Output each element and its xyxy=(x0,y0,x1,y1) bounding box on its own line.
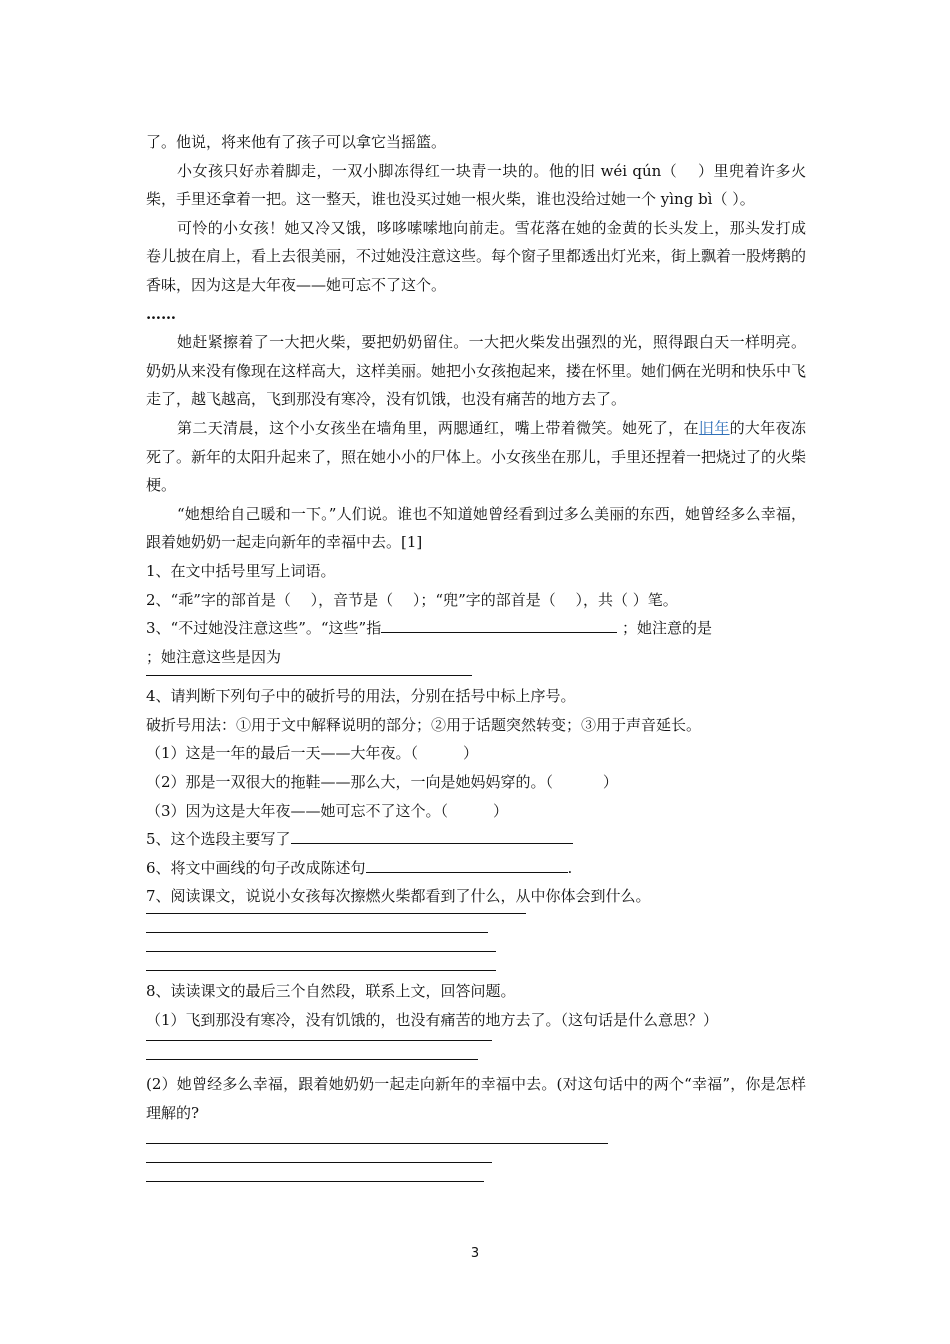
question-8-1: （1）飞到那没有寒冷，没有饥饿的，也没有痛苦的地方去了。（这句话是什么意思？） xyxy=(146,1010,719,1029)
question-4: 4、请判断下列句子中的破折号的用法，分别在括号中标上序号。 xyxy=(146,687,576,706)
passage-paragraph: 她赶紧擦着了一大把火柴，要把奶奶留住。一大把火柴发出强烈的光，照得跟白天一样明亮。奶奶从来没有像现在这样高大，这样美丽。她把小女孩抱起来，搂在怀里。她们俩在光明和快乐中飞走了，越飞越高，飞到那没有寒冷，没有饥饿，也没有痛苦的地方去了。 xyxy=(146,333,807,409)
passage-paragraph xyxy=(146,414,806,500)
answer-line[interactable] xyxy=(146,970,496,971)
passage-text: 的大年夜冻死了。新年的太阳升起来了，照在她小小的尸体上。小女孩坐在那儿，手里还捏着一把烧过了的火柴梗。 xyxy=(146,418,807,495)
passage-line: 了。他说，将来他有了孩子可以拿它当摇篮。 xyxy=(146,133,447,151)
question-3-cont: ；她注意这些是因为 xyxy=(146,647,282,666)
answer-line[interactable] xyxy=(146,951,496,952)
question-text: 5、这个选段主要写了 xyxy=(146,830,291,849)
question-8-2: (2）她曾经多么幸福，跟着她奶奶一起走向新年的幸福中去。(对这句话中的两个“幸福”，你是怎样理解的? xyxy=(146,1075,806,1122)
answer-line[interactable] xyxy=(146,1040,492,1041)
question-4-item: （2）那是一双很大的拖鞋——那么大，一向是她妈妈穿的。（ ） xyxy=(146,773,618,792)
answer-line[interactable] xyxy=(146,932,488,933)
answer-lines xyxy=(146,1040,806,1060)
period: . xyxy=(567,858,573,877)
page-number: 3 xyxy=(470,1246,480,1261)
question-4-item: （1）这是一年的最后一天——大年夜。（ ） xyxy=(146,744,479,763)
passage-paragraph: “她想给自己暖和一下。”人们说。谁也不知道她曾经看到过多么美丽的东西，她曾经多么幸福，跟着她奶奶一起走向新年的幸福中去。[1] xyxy=(146,504,806,552)
question-text: 6、将文中画线的句子改成陈述句 xyxy=(146,858,366,877)
answer-line[interactable] xyxy=(146,913,526,914)
hyperlink[interactable]: 旧年 xyxy=(698,418,730,437)
question-2: 2、“乖”字的部首是（ ），音节是（ ）；“兜”字的部首是（ ），共（ ）笔。 xyxy=(146,590,678,609)
question-1: 1、在文中括号里写上词语。 xyxy=(146,561,336,580)
ellipsis: …… xyxy=(146,304,176,323)
question-5 xyxy=(146,825,806,854)
answer-lines xyxy=(146,1143,806,1182)
answer-line[interactable] xyxy=(146,1181,484,1182)
answer-lines xyxy=(146,913,806,971)
question-text: 3、“不过她没注意这些”。“这些”指 xyxy=(146,619,382,638)
passage-text: 第二天清晨，这个小女孩坐在墙角里，两腮通红，嘴上带着微笑。她死了，在 xyxy=(177,418,699,437)
answer-blank[interactable] xyxy=(366,858,568,873)
answer-line[interactable] xyxy=(146,1162,492,1163)
question-8: 8、读读课文的最后三个自然段，联系上文，回答问题。 xyxy=(146,982,516,1001)
page-content xyxy=(146,128,806,1200)
question-text: ；她注意的是 xyxy=(622,619,713,638)
question-6 xyxy=(146,854,806,883)
answer-line[interactable] xyxy=(146,1143,608,1144)
answer-blank[interactable] xyxy=(381,618,617,633)
passage-paragraph: 可怜的小女孩！她又冷又饿，哆哆嗦嗦地向前走。雪花落在她的金黄的长头发上，那头发打成卷儿披在肩上，看上去很美丽，不过她没注意这些。每个窗子里都透出灯光来，街上飘着一股烤鹅的香味，因为这是大年夜——她可忘不了这个。 xyxy=(146,218,807,294)
question-3 xyxy=(146,614,806,643)
question-7: 7、阅读课文，说说小女孩每次擦燃火柴都看到了什么，从中你体会到什么。 xyxy=(146,887,651,906)
answer-line[interactable] xyxy=(146,1059,478,1060)
answer-line[interactable] xyxy=(146,675,472,676)
answer-blank[interactable] xyxy=(291,829,573,844)
question-4-item: （3）因为这是大年夜——她可忘不了这个。（ ） xyxy=(146,801,509,820)
question-4-rule: 破折号用法：①用于文中解释说明的部分；②用于话题突然转变；③用于声音延长。 xyxy=(146,715,702,734)
passage-paragraph: 小女孩只好赤着脚走，一双小脚冻得红一块青一块的。他的旧 wéi qún（ ）里兜着许多火柴，手里还拿着一把。这一整天，谁也没买过她一根火柴，谁也没给过她一个 yìng bì（ ）。 xyxy=(146,161,806,209)
